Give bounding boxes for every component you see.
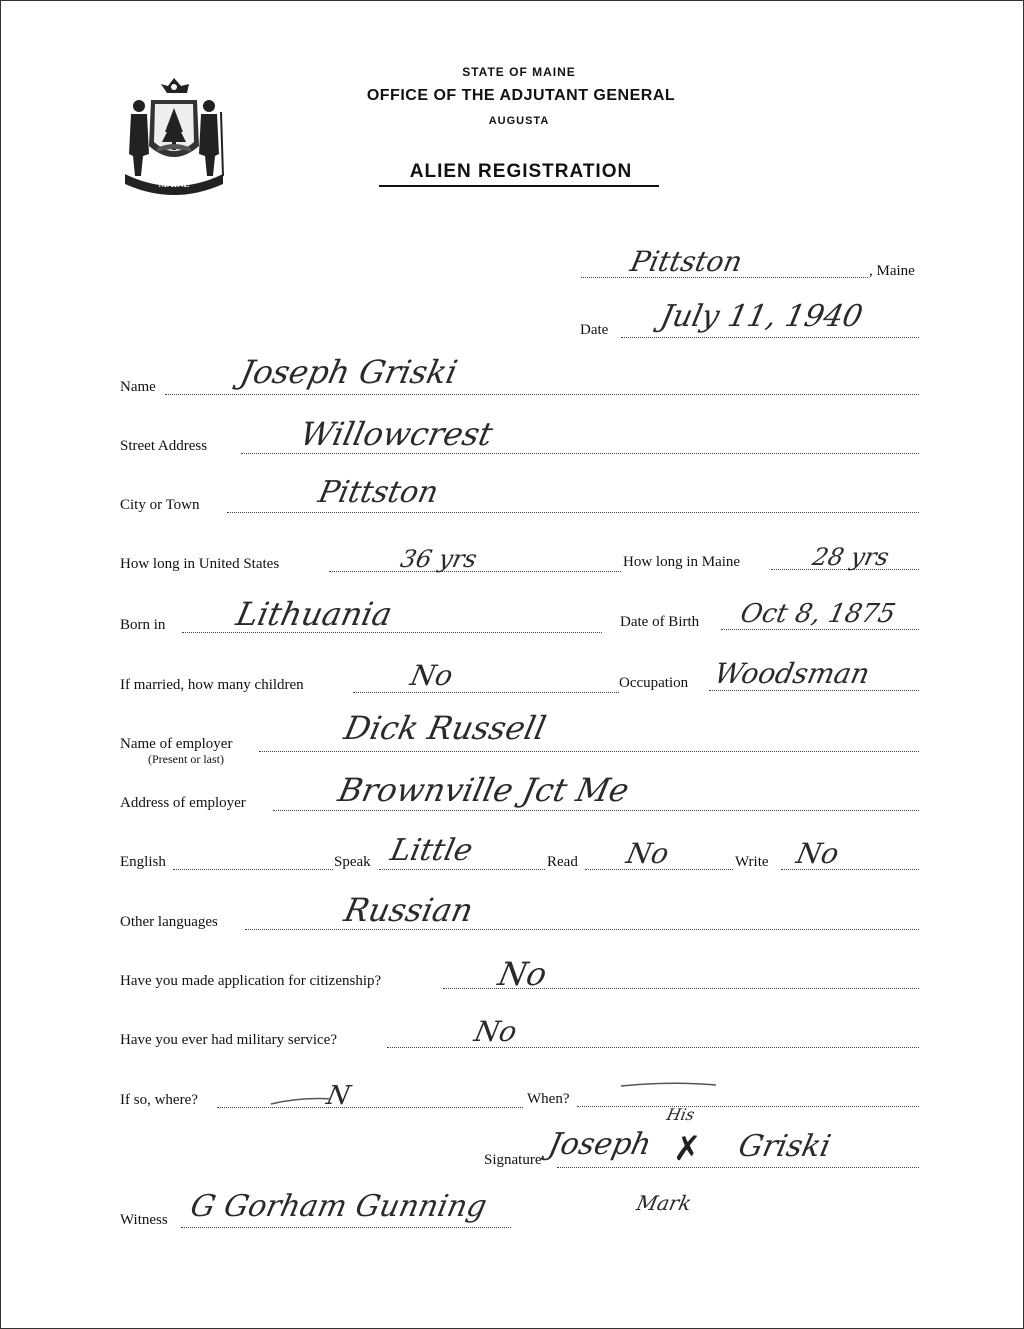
employer-address-label: Address of employer: [120, 795, 246, 811]
witness-line: [181, 1227, 511, 1228]
signature-first-name: Joseph: [545, 1127, 655, 1162]
name-label: Name: [120, 379, 156, 395]
speak-label: Speak: [334, 854, 371, 870]
street-label: Street Address: [120, 438, 208, 454]
military-line: [387, 1047, 919, 1048]
signature-mark-note: Mark: [634, 1191, 694, 1215]
us-duration-label: How long in United States: [120, 556, 280, 572]
birth-date-value: Oct 8, 1875: [737, 599, 899, 629]
city-heading: AUGUSTA: [488, 115, 550, 127]
town-value: Pittston: [627, 245, 746, 278]
children-label: If married, how many children: [120, 677, 304, 693]
birth-date-label: Date of Birth: [620, 614, 700, 630]
date-value: July 11, 1940: [657, 299, 866, 334]
occupation-value: Woodsman: [711, 657, 873, 690]
citizenship-value: No: [494, 955, 551, 993]
occupation-line: [709, 690, 919, 691]
employer-label: Name of employer: [120, 736, 233, 752]
employer-value: Dick Russell: [340, 709, 550, 747]
born-label: Born in: [120, 617, 166, 633]
military-label: Have you ever had military service?: [120, 1032, 337, 1048]
maine-duration-label: How long in Maine: [623, 554, 741, 570]
write-label: Write: [735, 854, 769, 870]
signature-cross-icon: ✗: [673, 1129, 702, 1169]
born-value: Lithuania: [232, 595, 396, 633]
write-value: No: [793, 837, 842, 870]
citizenship-label: Have you made application for citizenship?: [120, 973, 382, 989]
city-label: City or Town: [120, 497, 200, 513]
english-line: [173, 869, 333, 870]
employer-sublabel: (Present or last): [148, 752, 224, 766]
read-value: No: [623, 837, 672, 870]
date-label: Date: [580, 322, 609, 338]
street-line: [241, 453, 919, 454]
witness-value: G Gorham Gunning: [187, 1189, 490, 1224]
state-heading: STATE OF MAINE: [462, 65, 576, 79]
name-line: [165, 394, 919, 395]
when-label: When?: [527, 1091, 570, 1107]
office-heading: OFFICE OF THE ADJUTANT GENERAL: [366, 87, 676, 104]
name-value: Joseph Griski: [236, 353, 461, 391]
occupation-label: Occupation: [619, 675, 689, 691]
signature-last-name: Griski: [735, 1129, 834, 1164]
children-line: [353, 692, 619, 693]
when-line: [577, 1106, 919, 1107]
signature-his-note: His: [664, 1105, 697, 1124]
date-line: [621, 337, 919, 338]
children-value: No: [407, 659, 456, 692]
city-value: Pittston: [315, 475, 442, 510]
signature-line: [557, 1167, 919, 1168]
form-title: ALIEN REGISTRATION: [409, 161, 633, 182]
title-underline: [379, 185, 659, 187]
military-value: No: [471, 1015, 520, 1048]
where-line: [217, 1107, 523, 1108]
maine-duration-value: 28 yrs: [810, 543, 892, 571]
where-value: N: [323, 1081, 353, 1111]
street-value: Willowcrest: [296, 415, 497, 453]
speak-value: Little: [387, 833, 476, 868]
town-suffix-label: , Maine: [869, 263, 915, 279]
employer-line: [259, 751, 919, 752]
english-label: English: [120, 854, 166, 870]
seal-banner-text: MAINE: [158, 179, 190, 189]
languages-label: Other languages: [120, 914, 218, 930]
signature-label: Signature: [484, 1152, 542, 1168]
witness-label: Witness: [120, 1212, 168, 1228]
languages-value: Russian: [340, 891, 477, 929]
read-label: Read: [547, 854, 578, 870]
us-duration-value: 36 yrs: [398, 545, 480, 573]
us-duration-line: [329, 571, 621, 572]
where-label: If so, where?: [120, 1092, 198, 1108]
speak-line: [379, 869, 545, 870]
city-line: [227, 512, 919, 513]
languages-line: [245, 929, 919, 930]
birth-date-line: [721, 629, 919, 630]
employer-address-line: [273, 810, 919, 811]
employer-address-value: Brownville Jct Me: [334, 771, 633, 809]
